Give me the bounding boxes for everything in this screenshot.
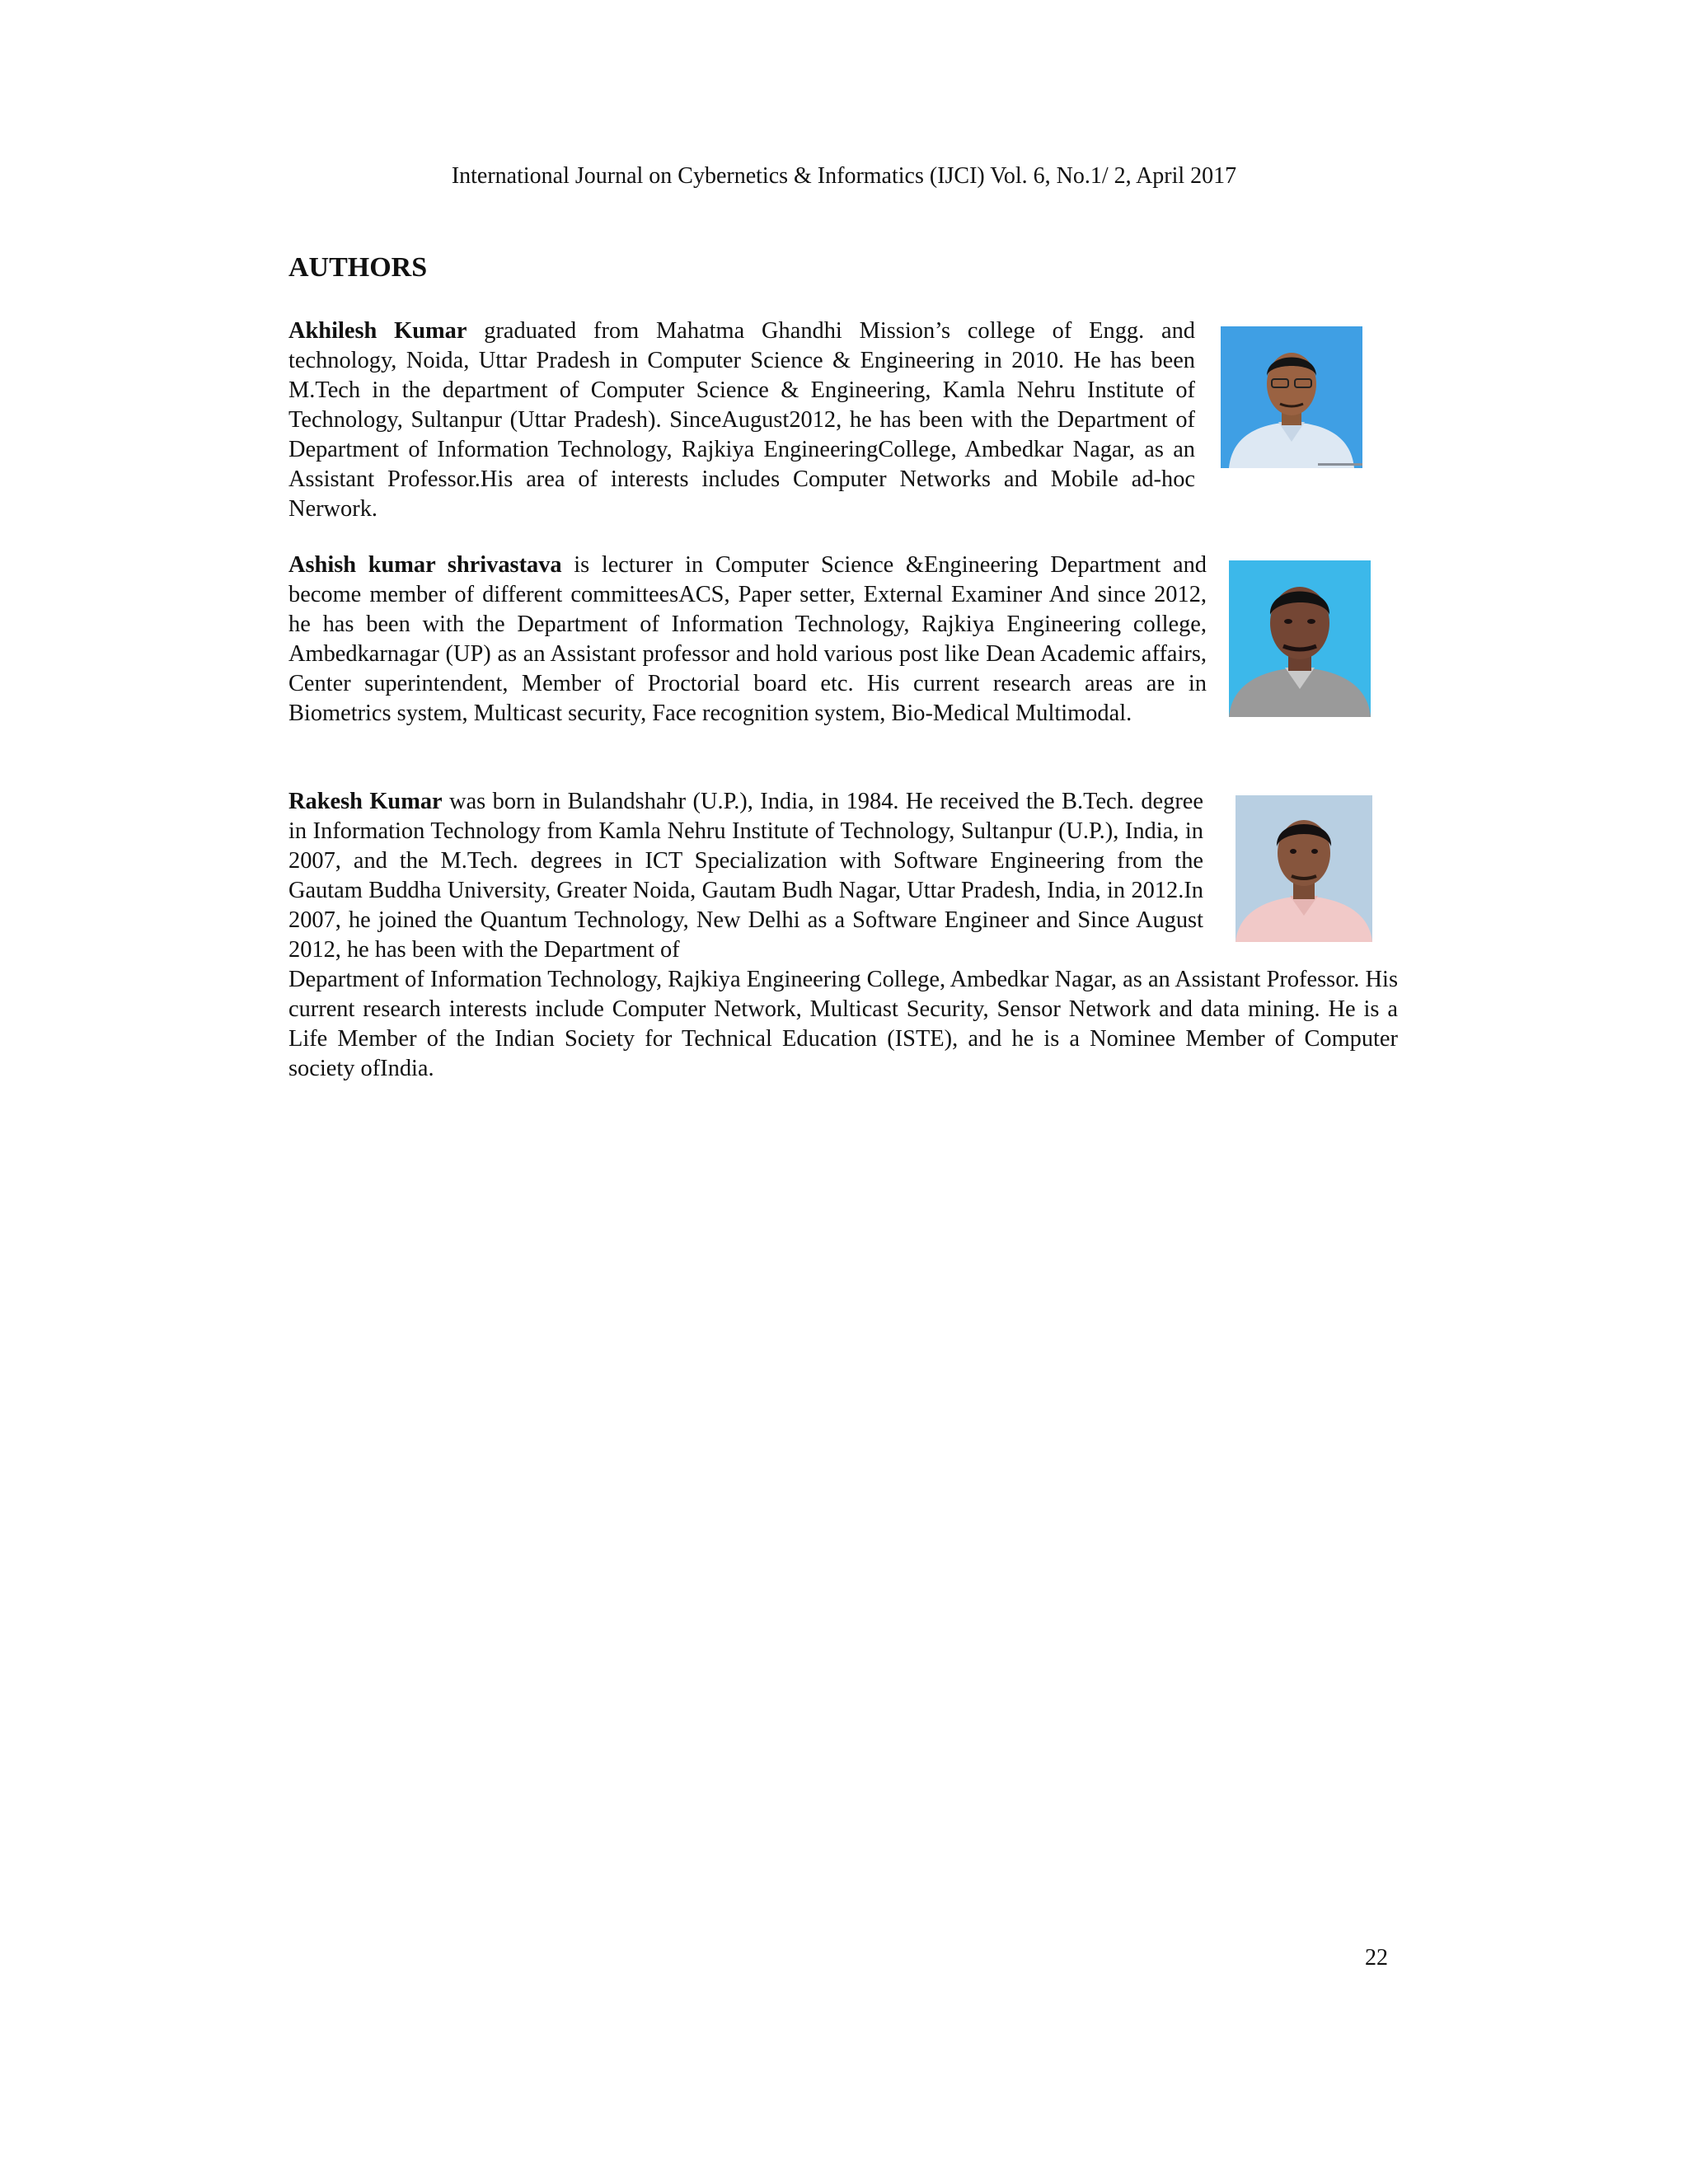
author-name: Rakesh Kumar [288, 789, 443, 814]
author-name: Akhilesh Kumar [288, 318, 467, 344]
section-title-authors: AUTHORS [288, 252, 428, 283]
author-photo-akhilesh-kumar [1221, 326, 1362, 468]
author-photo-ashish-kumar-shrivastava [1229, 560, 1371, 717]
author-bio-text: was born in Bulandshahr (U.P.), India, in 1984. He received the B.Tech. degree in Information Technology from Kamla Nehru Institute of Technology, Sultanpur (U.P.), India, in 2007, and the M.Tech. degrees in ICT Specialization with Software Engineering from the Gautam Buddha University, Greater Noida, Gautam Budh Nagar, Uttar Pradesh, India, in 2012.In 2007, he joined the Quantum Technology, New Delhi as a Software Engineer and Since August 2012, he has been with the Department of [288, 789, 1204, 963]
author-bio-rakesh-kumar [288, 787, 1203, 965]
author-bio-rakesh-kumar-continued: Department of Information Technology, Rajkiya Engineering College, Ambedkar Nagar, as an Assistant Professor. His current research interests include Computer Network, Multicast Security, Sensor Network and data mining. He is a Life Member of the Indian Society for Technical Education (ISTE), and he is a Nominee Member of Computer society ofIndia. [288, 967, 1398, 1081]
author-name: Ashish kumar shrivastava [288, 552, 562, 578]
author-bio-text: graduated from Mahatma Ghandhi Mission’s college of Engg. and technology, Noida, Uttar Pradesh in Computer Science & Engineering in 2010. He has been M.Tech in the department of Computer Science & Engineering, Kamla Nehru Institute of Technology, Sultanpur (Uttar Pradesh). SinceAugust2012, he has been with the Department of Department of Information Technology, Rajkiya EngineeringCollege, Ambedkar Nagar, as an Assistant Professor.His area of interests includes Computer Networks and Mobile ad-hoc Nerwork. [288, 318, 1195, 522]
journal-header: International Journal on Cybernetics & Informatics (IJCI) Vol. 6, No.1/ 2, April 2017 [451, 163, 1237, 189]
page-number: 22 [1365, 1945, 1388, 1971]
author-photo-rakesh-kumar [1236, 795, 1372, 942]
author-bio-ashish-kumar-shrivastava [288, 551, 1207, 729]
author-bio-text: is lecturer in Computer Science &Engineering Department and become member of different committeesACS, Paper setter, External Examiner And since 2012, he has been with the Department of Information Technology, Rajkiya Engineering college, Ambedkarnagar (UP) as an Assistant professor and hold various post like Dean Academic affairs, Center superintendent, Member of Proctorial board etc. His current research areas are in Biometrics system, Multicast security, Face recognition system, Bio-Medical Multimodal. [288, 552, 1207, 726]
author-bio-akhilesh-kumar [288, 316, 1195, 524]
